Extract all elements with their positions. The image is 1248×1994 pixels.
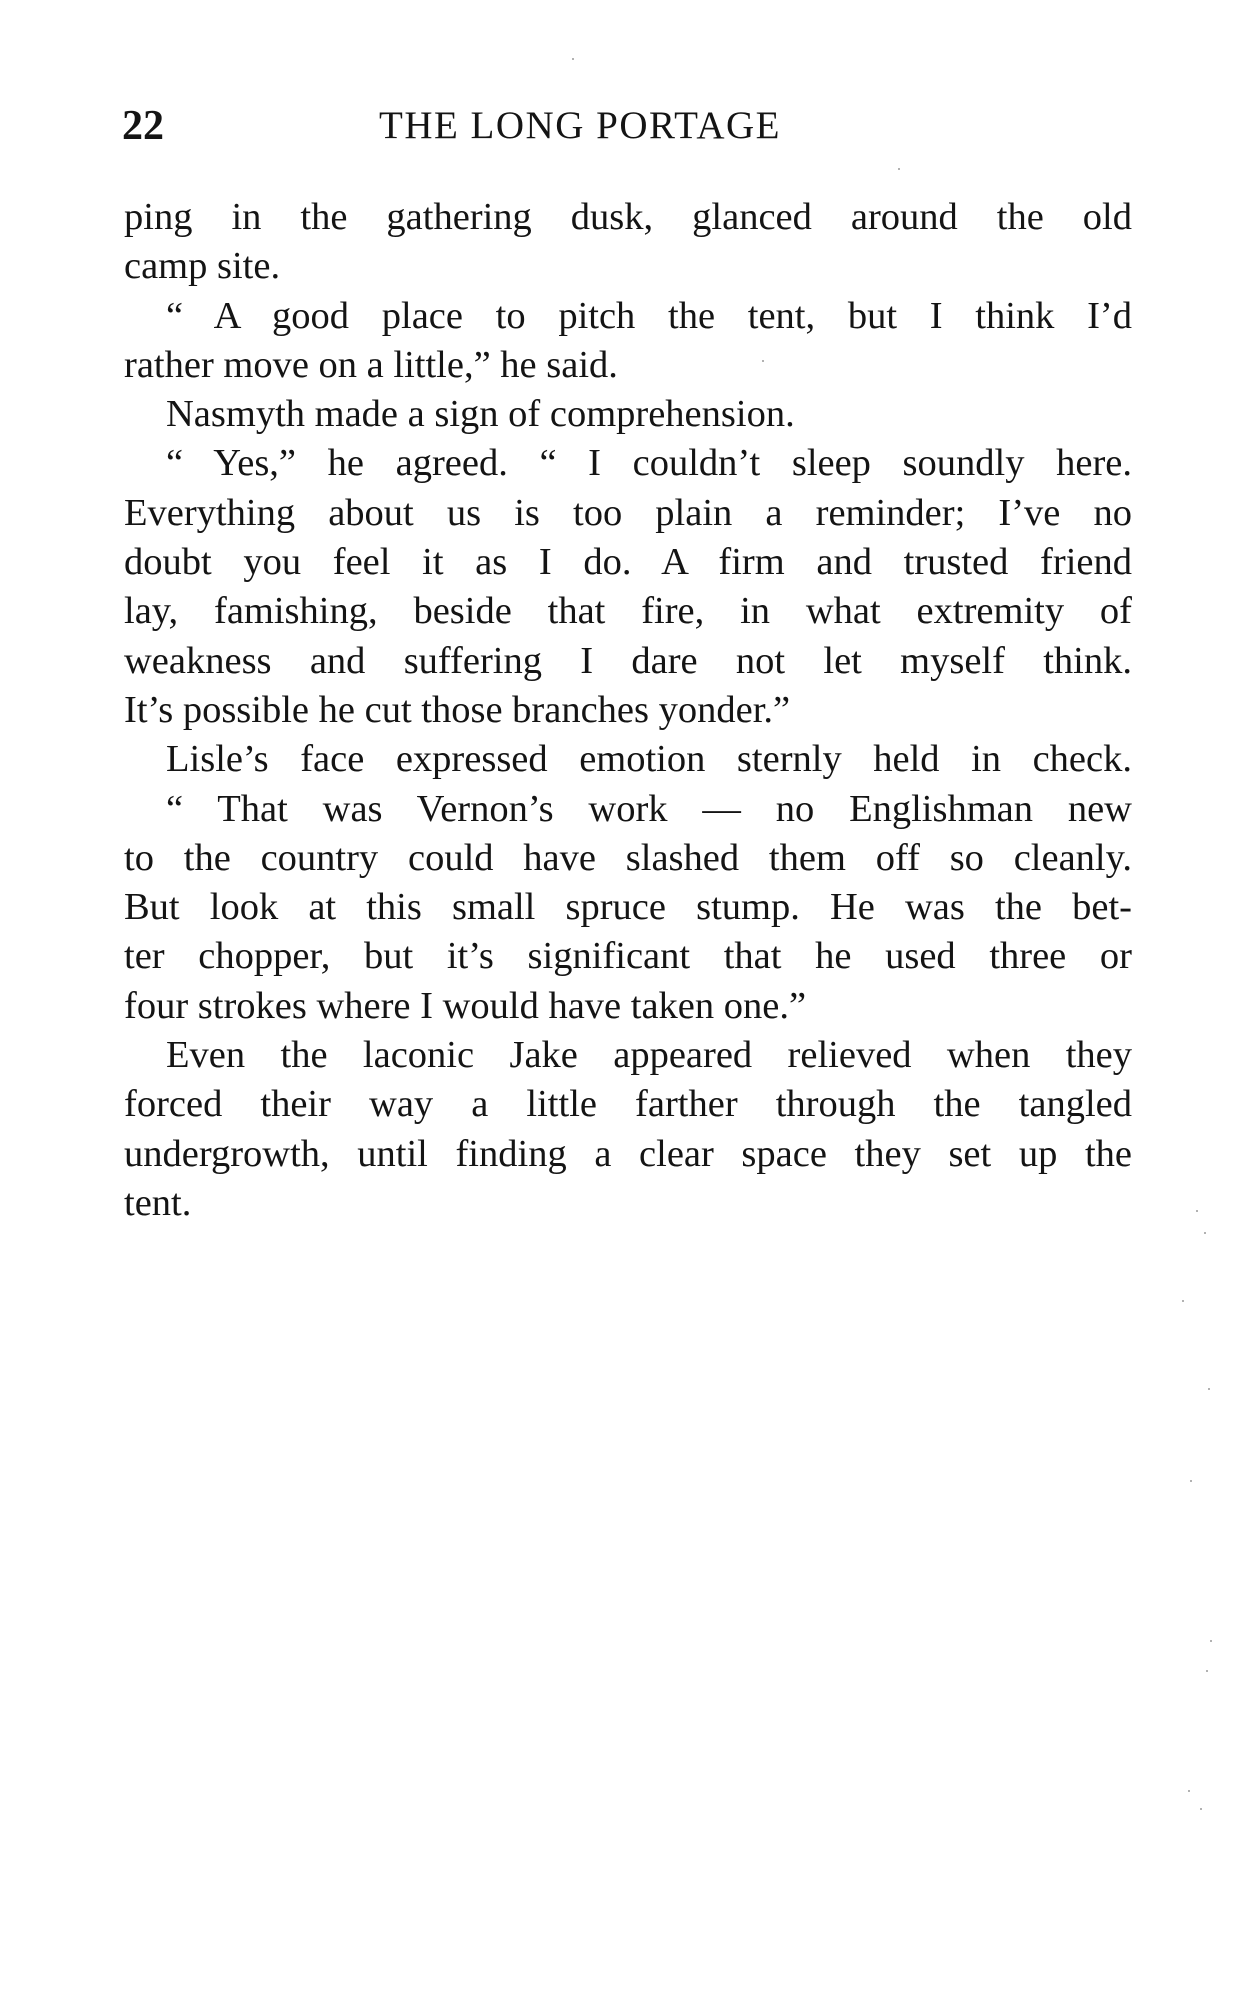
- text-line: camp site.: [124, 245, 281, 288]
- scan-speck: [1188, 1790, 1190, 1792]
- scan-speck: [1182, 1300, 1184, 1302]
- text-line: to the country could have slashed them off so cleanly.: [124, 836, 1132, 879]
- text-line: Even the laconic Jake appeared relieved when they: [166, 1034, 1132, 1077]
- text-line: lay, famishing, beside that fire, in what extremity of: [124, 590, 1132, 633]
- text-line: undergrowth, until finding a clear space they set up the: [124, 1132, 1132, 1175]
- text-line: four strokes where I would have taken one.”: [124, 984, 807, 1027]
- scan-speck: [1200, 1808, 1202, 1810]
- page-header: [122, 98, 1132, 154]
- text-line: tent.: [124, 1181, 192, 1224]
- running-title: THE LONG PORTAGE: [379, 104, 782, 147]
- scan-speck: [898, 168, 900, 170]
- text-line: “ That was Vernon’s work — no Englishman new: [166, 787, 1132, 830]
- scan-speck: [1196, 1210, 1198, 1212]
- text-line: It’s possible he cut those branches yonder.”: [124, 688, 791, 731]
- scan-speck: [1190, 1480, 1192, 1482]
- text-line: rather move on a little,” he said.: [124, 343, 618, 386]
- body-text: [124, 193, 1132, 1228]
- text-line: ping in the gathering dusk, glanced around the old: [124, 196, 1132, 238]
- scan-speck: [1206, 1670, 1208, 1672]
- text-line: “ A good place to pitch the tent, but I think I’d: [166, 294, 1132, 337]
- text-line: doubt you feel it as I do. A firm and trusted friend: [124, 541, 1132, 584]
- scan-speck: [572, 58, 574, 60]
- text-line: Lisle’s face expressed emotion sternly held in check.: [166, 738, 1132, 781]
- scan-speck: [1208, 1388, 1210, 1390]
- text-line: “ Yes,” he agreed. “ I couldn’t sleep soundly here.: [166, 442, 1132, 485]
- scan-speck: [1204, 1232, 1206, 1234]
- text-line: Everything about us is too plain a reminder; I’ve no: [124, 491, 1132, 534]
- scan-speck: [762, 360, 764, 362]
- text-line: But look at this small spruce stump. He was the bet-: [124, 886, 1132, 929]
- text-line: ter chopper, but it’s significant that he used three or: [124, 935, 1132, 978]
- text-line: weakness and suffering I dare not let myself think.: [124, 639, 1132, 682]
- text-line: Nasmyth made a sign of comprehension.: [166, 393, 795, 436]
- page-number: 22: [122, 103, 164, 149]
- text-line: forced their way a little farther through the tangled: [124, 1083, 1132, 1126]
- scan-speck: [1210, 1640, 1212, 1642]
